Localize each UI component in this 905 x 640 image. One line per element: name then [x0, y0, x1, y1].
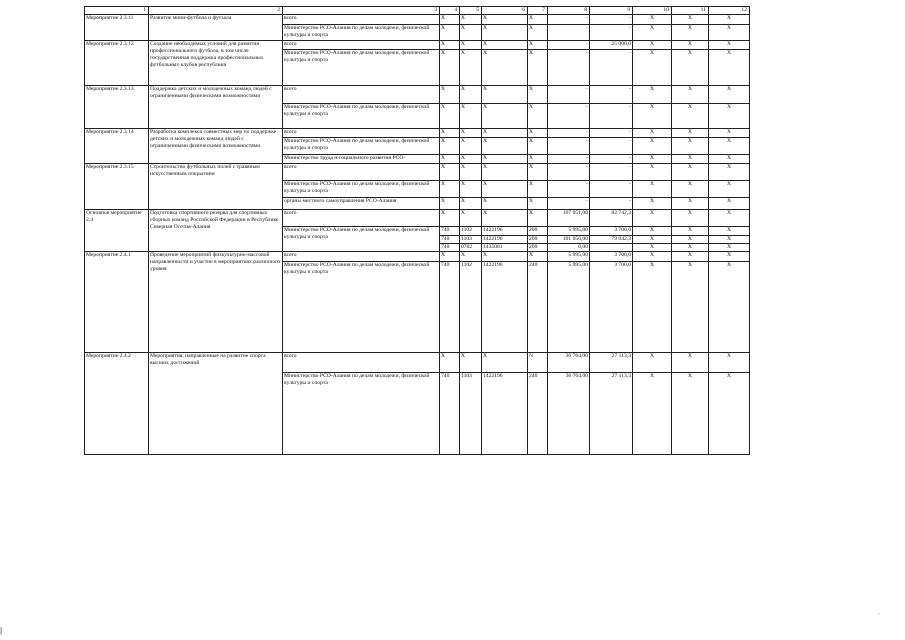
cell: -	[590, 129, 633, 138]
cell: X	[440, 155, 460, 164]
cell: X	[482, 198, 528, 210]
cell: X	[633, 25, 672, 41]
col-header: 5	[460, 7, 482, 15]
cell: 1422196	[482, 373, 528, 455]
cell: N	[528, 353, 548, 373]
cell: 1422196	[482, 227, 528, 236]
cell: 1102	[460, 227, 482, 236]
cell: X	[528, 86, 548, 104]
cell: X	[672, 198, 709, 210]
executor: всего	[283, 210, 440, 227]
cell: X	[672, 41, 709, 50]
cell: X	[482, 25, 528, 41]
cell: X	[672, 86, 709, 104]
cell: X	[460, 198, 482, 210]
cell: 1103	[460, 236, 482, 244]
cell: X	[709, 86, 750, 104]
cell: X	[709, 129, 750, 138]
activity-code: Мероприятие 2.4.1	[85, 252, 149, 353]
cell: X	[482, 181, 528, 198]
cell: 740	[440, 373, 460, 455]
cell: X	[633, 210, 672, 227]
table-row	[85, 252, 750, 262]
col-header: 4	[440, 7, 460, 15]
activity-name: Строительство футбольных полей с травяным искусственным покрытием	[149, 164, 283, 210]
cell: X	[482, 104, 528, 129]
cell: X	[709, 227, 750, 236]
cell: X	[709, 15, 750, 25]
executor: всего	[283, 164, 440, 181]
activity-name: Создание необходимых условий для развития профессионального футбола, в том числе государственная поддержка профессиональных футбольных клубов республики	[149, 41, 283, 86]
cell: X	[440, 210, 460, 227]
table-header	[85, 7, 750, 15]
executor: Министерство РСО-Алания по делам молодежи, физической культуры и спорта	[283, 373, 440, 455]
cell: X	[482, 155, 528, 164]
cell: X	[633, 104, 672, 129]
cell: 82 742,3	[590, 210, 633, 227]
cell: 5 995,00	[548, 262, 590, 353]
table-row	[85, 41, 750, 50]
cell: X	[460, 86, 482, 104]
executor: Министерство РСО-Алания по делам молодежи, физической культуры и спорта	[283, 50, 440, 86]
col-header: 1	[85, 7, 149, 15]
cell: X	[482, 138, 528, 155]
cell: X	[672, 252, 709, 262]
executor: Министерство РСО-Алания по делам молодежи, физической культуры и спорта	[283, 181, 440, 198]
cell: X	[633, 244, 672, 252]
cell: X	[440, 41, 460, 50]
scan-artifact-mark: .	[878, 610, 880, 616]
cell: -	[590, 164, 633, 181]
cell: X	[440, 86, 460, 104]
cell: 3 700,0	[590, 262, 633, 353]
cell: 1435081	[482, 244, 528, 252]
cell: X	[528, 25, 548, 41]
activity-name: Разработка комплекса совместных мер по поддержке детских и молодежных команд людей с ограниченными физическими возможностями	[149, 129, 283, 164]
cell: 36 764,00	[548, 353, 590, 373]
cell	[590, 244, 633, 252]
cell: 200	[528, 227, 548, 236]
cell: 240	[528, 373, 548, 455]
cell: X	[633, 198, 672, 210]
cell: X	[440, 252, 460, 262]
cell: -	[548, 138, 590, 155]
table-row	[85, 353, 750, 373]
cell: X	[709, 244, 750, 252]
cell: X	[709, 25, 750, 41]
cell: X	[672, 244, 709, 252]
executor: Министерство РСО-Алания по делам молодежи, физической культуры и спорта	[283, 262, 440, 353]
cell: X	[528, 164, 548, 181]
cell: X	[709, 373, 750, 455]
cell: X	[482, 50, 528, 86]
executor: всего	[283, 86, 440, 104]
executor: Министерство РСО-Алания по делам молодежи, физической культуры и спорта	[283, 25, 440, 41]
cell: X	[672, 155, 709, 164]
cell: X	[440, 164, 460, 181]
cell: X	[672, 373, 709, 455]
cell: X	[709, 353, 750, 373]
cell: X	[528, 210, 548, 227]
cell: X	[460, 25, 482, 41]
table-row	[85, 210, 750, 227]
cell: X	[672, 227, 709, 236]
cell: 25 000,0	[590, 41, 633, 50]
cell: 0,00	[548, 244, 590, 252]
cell: X	[528, 129, 548, 138]
cell: -	[548, 129, 590, 138]
cell: -	[548, 25, 590, 41]
activity-code: Мероприятие 2.3.14	[85, 129, 149, 164]
cell: 1422196	[482, 262, 528, 353]
cell: X	[482, 252, 528, 262]
cell: X	[460, 353, 482, 373]
cell: X	[633, 262, 672, 353]
cell: 240	[528, 262, 548, 353]
cell: 1422196	[482, 236, 528, 244]
cell: X	[460, 155, 482, 164]
executor: всего	[283, 252, 440, 262]
cell: -	[548, 164, 590, 181]
cell: -	[590, 15, 633, 25]
cell: X	[672, 210, 709, 227]
cell: X	[672, 138, 709, 155]
cell: X	[482, 164, 528, 181]
executor: Министерство труда и социального развития РСО-	[283, 155, 440, 164]
cell: X	[482, 210, 528, 227]
cell: X	[672, 104, 709, 129]
activity-code: Мероприятие 2.3.15	[85, 164, 149, 210]
cell: -	[590, 181, 633, 198]
activity-code: Мероприятие 2.3.12	[85, 41, 149, 86]
cell: X	[528, 138, 548, 155]
cell: X	[440, 104, 460, 129]
cell: X	[440, 353, 460, 373]
cell: -	[548, 50, 590, 86]
cell: 740	[440, 227, 460, 236]
cell: X	[709, 262, 750, 353]
cell: X	[440, 25, 460, 41]
cell: 200	[528, 244, 548, 252]
cell: X	[440, 129, 460, 138]
cell: X	[709, 210, 750, 227]
cell: X	[482, 86, 528, 104]
cell: X	[460, 15, 482, 25]
activity-code: Мероприятие 2.4.2	[85, 353, 149, 455]
cell: 1103	[460, 373, 482, 455]
cell: X	[633, 164, 672, 181]
cell: X	[482, 129, 528, 138]
cell: -	[590, 25, 633, 41]
cell: 3 700,0	[590, 227, 633, 236]
cell: X	[709, 181, 750, 198]
cell: X	[528, 155, 548, 164]
cell: X	[633, 138, 672, 155]
cell: X	[460, 104, 482, 129]
cell: X	[528, 104, 548, 129]
cell: -	[590, 155, 633, 164]
cell: 5 995,00	[548, 227, 590, 236]
cell: X	[709, 155, 750, 164]
cell: -	[590, 138, 633, 155]
executor: всего	[283, 41, 440, 50]
cell: X	[672, 15, 709, 25]
cell: 1102	[460, 262, 482, 353]
col-header: 8	[548, 7, 590, 15]
cell: -	[548, 41, 590, 50]
cell: -	[590, 104, 633, 129]
cell: X	[633, 155, 672, 164]
cell: X	[633, 353, 672, 373]
cell: X	[633, 252, 672, 262]
cell: -	[548, 86, 590, 104]
cell: X	[709, 104, 750, 129]
activity-name: Подготовка спортивного резерва для спортивных сборных команд Российской Федерации в Республике Северная Осетия-Алания	[149, 210, 283, 252]
cell: 0702	[460, 244, 482, 252]
cell: X	[672, 25, 709, 41]
cell: -	[590, 86, 633, 104]
cell: X	[709, 198, 750, 210]
cell: 740	[440, 236, 460, 244]
cell: X	[460, 252, 482, 262]
table-row	[85, 86, 750, 104]
cell: 740	[440, 262, 460, 353]
col-header: 3	[283, 7, 440, 15]
cell: X	[709, 164, 750, 181]
activity-name: Развитие мини-футбола и футзала	[149, 15, 283, 41]
cell: X	[460, 181, 482, 198]
scan-artifact-mark: |	[0, 626, 3, 635]
executor: Министерство РСО-Алания по делам молодежи, физической культуры и спорта	[283, 138, 440, 155]
cell: X	[528, 50, 548, 86]
cell: X	[672, 50, 709, 86]
cell: X	[460, 164, 482, 181]
col-header: 9	[590, 7, 633, 15]
cell: X	[633, 50, 672, 86]
cell: X	[672, 164, 709, 181]
cell: X	[528, 15, 548, 25]
cell: 27 113,3	[590, 373, 633, 455]
activity-code: Мероприятие 2.3.11	[85, 15, 149, 41]
cell: -	[548, 155, 590, 164]
cell: -	[548, 198, 590, 210]
cell: X	[460, 138, 482, 155]
budget-table	[84, 6, 750, 455]
cell: X	[709, 236, 750, 244]
cell: X	[482, 353, 528, 373]
col-header: 2	[149, 7, 283, 15]
cell: X	[528, 41, 548, 50]
cell: X	[672, 181, 709, 198]
cell: X	[709, 41, 750, 50]
cell: X	[440, 138, 460, 155]
activity-name: Мероприятия, направленные на развитие спорта высших достижений	[149, 353, 283, 455]
cell: -	[590, 50, 633, 86]
cell: 27 113,3	[590, 353, 633, 373]
cell: X	[709, 138, 750, 155]
cell: X	[460, 210, 482, 227]
cell: X	[633, 181, 672, 198]
executor: органы местного самоуправления РСО-Алания	[283, 198, 440, 210]
cell: -	[590, 198, 633, 210]
activity-name: Поддержка детских и молодежных команд людей с ограниченными физическими возможностями	[149, 86, 283, 129]
cell: -	[548, 181, 590, 198]
cell: X	[633, 41, 672, 50]
cell: X	[633, 227, 672, 236]
cell: X	[633, 129, 672, 138]
executor: всего	[283, 353, 440, 373]
executor: Министерство РСО-Алания по делам молодежи, физической культуры и спорта	[283, 104, 440, 129]
cell: X	[482, 41, 528, 50]
col-header: 7	[528, 7, 548, 15]
cell: X	[528, 181, 548, 198]
cell: X	[460, 50, 482, 86]
table-row	[85, 15, 750, 25]
table-row	[85, 129, 750, 138]
cell: X	[672, 353, 709, 373]
activity-name: Проведение мероприятий физкультурно-массовой направленности и участие в мероприятиях различного уровня	[149, 252, 283, 353]
cell: X	[528, 198, 548, 210]
cell: 101 056,00	[548, 236, 590, 244]
cell: 3 700,0	[590, 252, 633, 262]
cell: 200	[528, 236, 548, 244]
cell: X	[440, 181, 460, 198]
executor: всего	[283, 129, 440, 138]
col-header: 6	[482, 7, 528, 15]
activity-code: Мероприятие 2.3.13	[85, 86, 149, 129]
cell: 36 764,00	[548, 373, 590, 455]
executor: Министерство РСО-Алания по делам молодежи, физической культуры и спорта	[283, 227, 440, 252]
cell: X	[440, 50, 460, 86]
cell: X	[709, 50, 750, 86]
cell: 740	[440, 244, 460, 252]
cell: X	[633, 236, 672, 244]
activity-code: Основное мероприятие 2.4	[85, 210, 149, 252]
cell: -	[548, 15, 590, 25]
cell: X	[672, 129, 709, 138]
cell: X	[709, 252, 750, 262]
cell: X	[672, 262, 709, 353]
cell: X	[440, 15, 460, 25]
executor: всего	[283, 15, 440, 25]
cell: -	[548, 104, 590, 129]
cell: X	[633, 86, 672, 104]
cell: X	[440, 198, 460, 210]
cell: 107 051,00	[548, 210, 590, 227]
cell: X	[633, 373, 672, 455]
table-row	[85, 164, 750, 181]
cell: X	[528, 252, 548, 262]
cell: X	[460, 41, 482, 50]
cell: X	[460, 129, 482, 138]
cell: 79 042,3	[590, 236, 633, 244]
col-header: 11	[672, 7, 709, 15]
cell: 5 995,00	[548, 252, 590, 262]
col-header: 12	[709, 7, 750, 15]
cell: X	[633, 15, 672, 25]
cell: X	[482, 15, 528, 25]
cell: X	[672, 236, 709, 244]
col-header: 10	[633, 7, 672, 15]
